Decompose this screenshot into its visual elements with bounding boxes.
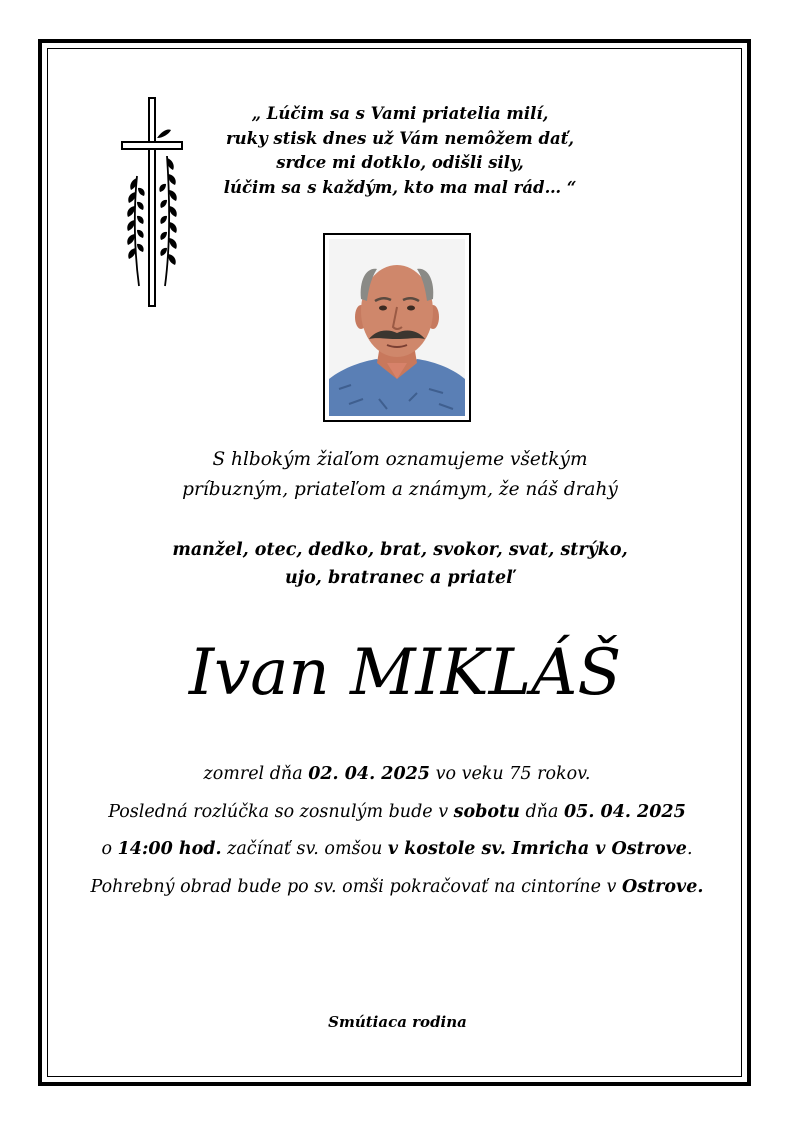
ceremony-time: 14:00 hod. xyxy=(117,839,222,859)
burial-line xyxy=(52,869,742,907)
poem-line: „ Lúčim sa s Vami priatelia milí, xyxy=(251,104,549,123)
deceased-name: Ivan MIKLÁŠ xyxy=(188,636,622,710)
portrait-photo xyxy=(329,239,465,416)
cross-icon xyxy=(115,96,193,310)
poem-line: srdce mi dotklo, odišli sily, xyxy=(276,153,524,172)
intro-line: príbuzným, priateľom a známym, že náš drahý xyxy=(182,479,618,500)
church-name: v kostole sv. Imricha v Ostrove xyxy=(387,839,687,859)
family-relations xyxy=(100,536,700,592)
announcement-intro xyxy=(100,445,700,505)
burial-place: Ostrove. xyxy=(621,876,704,897)
farewell-prefix: Posledná rozlúčka so zosnulým bude v xyxy=(108,801,449,822)
farewell-day: sobotu xyxy=(453,801,520,822)
farewell-date: 05. 04. 2025 xyxy=(563,801,686,822)
relations-line: ujo, bratranec a priateľ xyxy=(285,568,515,588)
time-prefix: o xyxy=(101,839,113,859)
time-line xyxy=(52,831,742,869)
time-end: . xyxy=(686,839,693,859)
poem-line: ruky stisk dnes už Vám nemôžem dať, xyxy=(225,128,575,148)
death-date: 02. 04. 2025 xyxy=(308,764,430,784)
age-text: vo veku 75 rokov. xyxy=(435,764,591,784)
farewell-mid: dňa xyxy=(525,801,559,822)
death-line xyxy=(52,756,742,794)
relations-line: manžel, otec, dedko, brat, svokor, svat, strýko, xyxy=(172,540,628,560)
intro-line: S hlbokým žiaľom oznamujeme všetkým xyxy=(212,449,588,470)
photo-frame xyxy=(323,233,471,422)
burial-prefix: Pohrebný obrad bude po sv. omši pokračovať na cintoríne v xyxy=(90,876,617,897)
signature: Smútiaca rodina xyxy=(328,1013,467,1031)
died-prefix: zomrel dňa xyxy=(203,764,303,784)
farewell-line xyxy=(52,794,742,832)
poem-line: lúčim sa s každým, kto ma mal rád… “ xyxy=(223,177,577,197)
poem xyxy=(210,102,590,200)
time-mid: začínať sv. omšou xyxy=(227,839,383,859)
funeral-details xyxy=(52,756,742,906)
